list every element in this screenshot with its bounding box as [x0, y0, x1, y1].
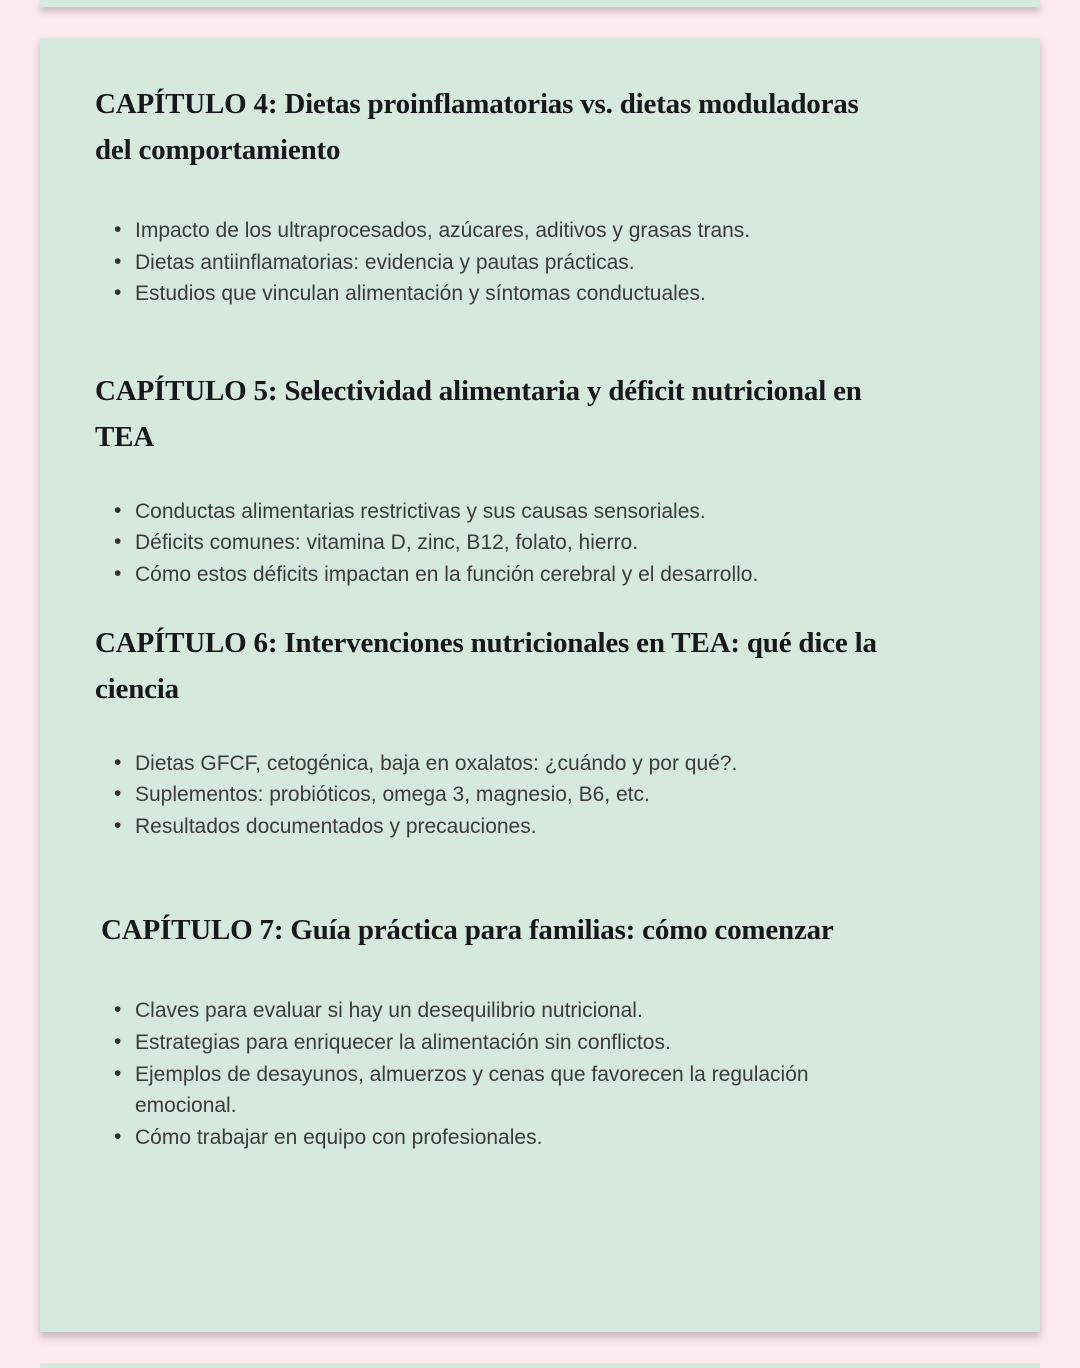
- list-item: • Resultados documentados y precauciones.: [135, 811, 865, 843]
- list-item: • Conductas alimentarias restrictivas y sus causas sensoriales.: [135, 496, 865, 528]
- chapter-7-title: [101, 907, 985, 953]
- chapter-title-line: ciencia: [95, 672, 179, 705]
- content-card: [40, 38, 1040, 1332]
- chapter-7-section: [95, 907, 985, 1153]
- previous-card-bottom-edge: [40, 0, 1040, 7]
- chapter-4-section: [95, 81, 985, 310]
- chapter-title-line: CAPÍTULO 6: Intervenciones nutricionales en TEA: qué dice la: [95, 626, 877, 659]
- chapter-title-line: CAPÍTULO 7: Guía práctica para familias: cómo comenzar: [101, 914, 834, 947]
- chapter-title-line: CAPÍTULO 4: Dietas proinflamatorias vs. dietas moduladoras: [95, 88, 859, 120]
- chapter-7-bullet-list: [95, 995, 865, 1153]
- list-item: • Estrategias para enriquecer la alimentación sin conflictos.: [135, 1027, 865, 1059]
- list-item: • Impacto de los ultraprocesados, azúcares, aditivos y grasas trans.: [135, 215, 865, 247]
- next-card-top-edge: [40, 1363, 1040, 1368]
- list-item: • Claves para evaluar si hay un desequilibrio nutricional.: [135, 995, 865, 1027]
- chapter-5-title: [95, 368, 985, 460]
- list-item: • Estudios que vinculan alimentación y síntomas conductuales.: [135, 278, 865, 310]
- list-item: • Dietas GFCF, cetogénica, baja en oxalatos: ¿cuándo y por qué?.: [135, 748, 865, 780]
- chapter-6-title: [95, 620, 985, 712]
- chapter-title-line: TEA: [95, 420, 155, 453]
- chapter-6-section: [95, 620, 985, 843]
- chapter-title-line: del comportamiento: [95, 134, 341, 166]
- list-item: • Dietas antiinflamatorias: evidencia y pautas prácticas.: [135, 247, 865, 279]
- chapter-4-title: [95, 81, 985, 173]
- list-item: • Cómo trabajar en equipo con profesionales.: [135, 1122, 865, 1154]
- chapter-5-bullet-list: [95, 496, 865, 591]
- list-item: • Ejemplos de desayunos, almuerzos y cenas que favorecen la regulación emocional.: [135, 1059, 865, 1122]
- chapter-4-bullet-list: [95, 215, 865, 310]
- list-item: • Suplementos: probióticos, omega 3, magnesio, B6, etc.: [135, 779, 865, 811]
- chapter-title-line: CAPÍTULO 5: Selectividad alimentaria y déficit nutricional en: [95, 374, 862, 407]
- chapter-5-section: [95, 368, 985, 591]
- chapter-6-bullet-list: [95, 748, 865, 843]
- list-item: • Cómo estos déficits impactan en la función cerebral y el desarrollo.: [135, 559, 865, 591]
- list-item: • Déficits comunes: vitamina D, zinc, B12, folato, hierro.: [135, 527, 865, 559]
